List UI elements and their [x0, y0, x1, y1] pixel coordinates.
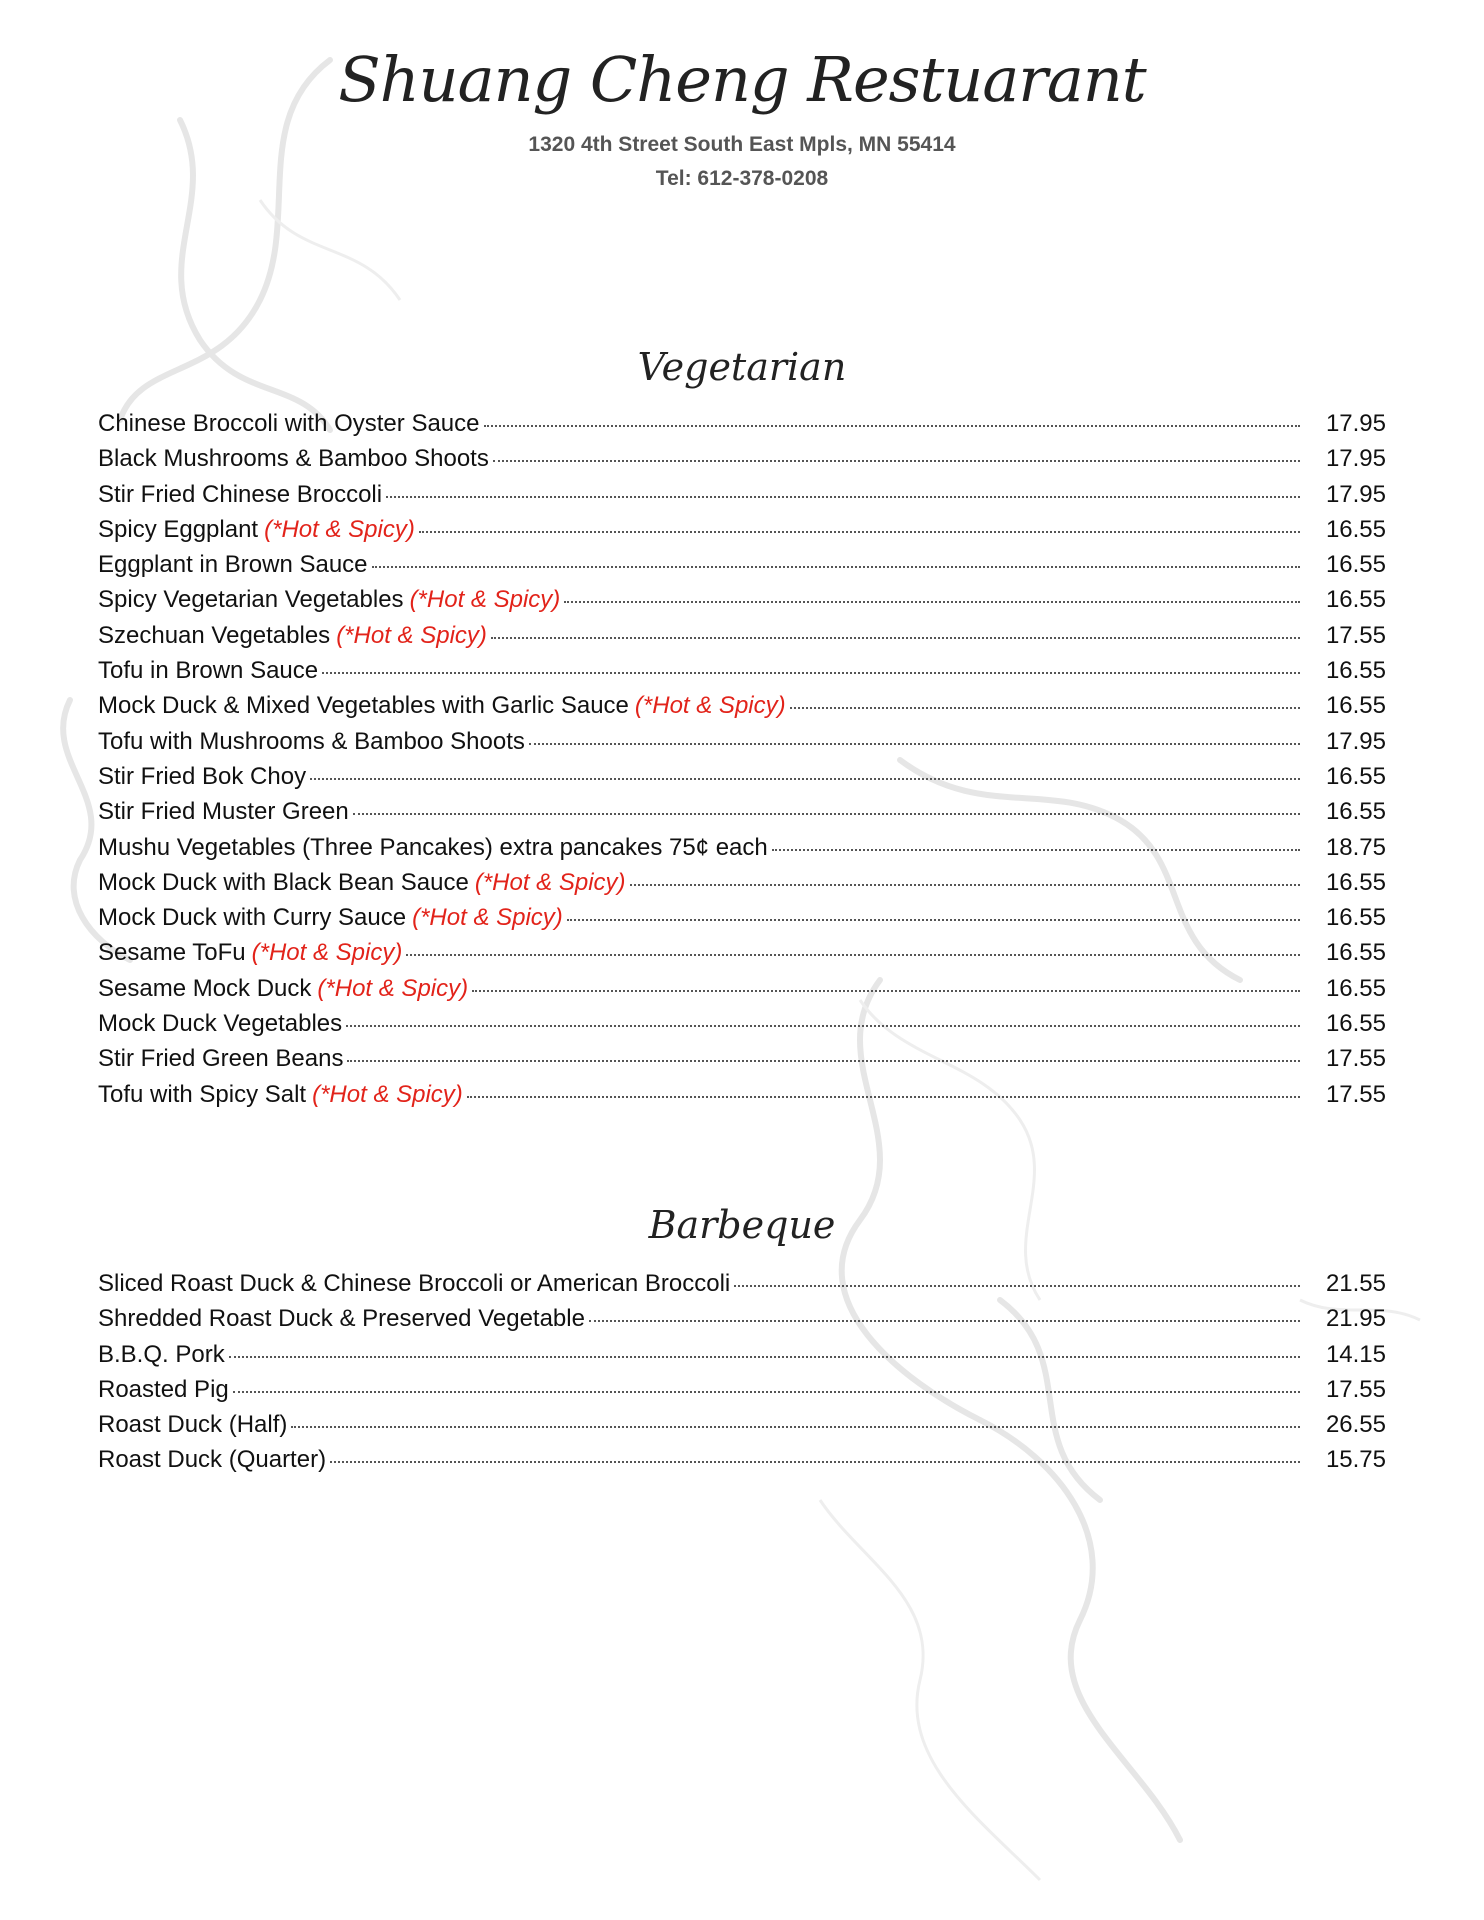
menu-item-name: Sesame Mock Duck	[98, 974, 312, 1002]
menu-item-name: Szechuan Vegetables	[98, 621, 331, 649]
menu-item	[98, 1411, 1386, 1446]
dot-leader	[484, 424, 1301, 427]
menu-item-name: Spicy Vegetarian Vegetables	[98, 586, 404, 614]
menu-item-name: Eggplant in Brown Sauce	[98, 551, 368, 579]
menu-item	[98, 551, 1386, 586]
menu-item-price: 16.55	[1325, 798, 1386, 826]
menu-item	[98, 975, 1386, 1010]
menu-item	[98, 1341, 1386, 1376]
menu-item-price: 18.75	[1325, 833, 1386, 861]
dot-leader	[491, 636, 1300, 639]
section-title-barbeque: Barbeque	[648, 1203, 836, 1247]
menu-item-name: Tofu with Spicy Salt	[98, 1080, 307, 1108]
dot-leader	[233, 1390, 1300, 1393]
restaurant-phone: Tel: 612-378-0208	[655, 167, 829, 190]
menu-item-name: B.B.Q. Pork	[98, 1340, 225, 1368]
hot-spicy-label: (*Hot & Spicy)	[264, 515, 415, 543]
hot-spicy-label: (*Hot & Spicy)	[251, 939, 403, 967]
dot-leader	[529, 742, 1300, 745]
dot-leader	[564, 600, 1300, 603]
restaurant-name: Shuang Cheng Restuarant	[338, 43, 1146, 116]
dot-leader	[353, 812, 1300, 815]
dot-leader	[790, 706, 1300, 709]
menu-item	[98, 904, 1386, 939]
dot-leader	[347, 1059, 1300, 1062]
menu-item-price: 17.95	[1325, 480, 1386, 508]
dot-leader	[467, 1095, 1300, 1098]
menu-item	[98, 1081, 1386, 1116]
menu-item-price: 17.95	[1325, 410, 1386, 437]
dot-leader	[229, 1355, 1300, 1358]
menu-item-price: 17.55	[1325, 621, 1386, 649]
menu-item-name: Roasted Pig	[98, 1375, 229, 1403]
dot-leader	[734, 1284, 1300, 1287]
menu-item	[98, 1446, 1386, 1481]
hot-spicy-label: (*Hot & Spicy)	[409, 586, 561, 614]
dot-leader	[472, 989, 1300, 992]
menu-item	[98, 410, 1386, 445]
menu-item-name: Shredded Roast Duck & Preserved Vegetable	[98, 1305, 585, 1333]
menu-item-name: Stir Fried Chinese Broccoli	[98, 480, 383, 508]
menu-item-name: Tofu in Brown Sauce	[98, 657, 319, 685]
dot-leader	[291, 1425, 1300, 1428]
menu-item	[98, 834, 1386, 869]
hot-spicy-label: (*Hot & Spicy)	[412, 904, 563, 932]
menu-item-name: Roast Duck (Half)	[98, 1411, 288, 1439]
menu-item-name: Black Mushrooms & Bamboo Shoots	[98, 445, 489, 473]
menu-item-price: 26.55	[1325, 1411, 1386, 1439]
menu-item-price: 17.95	[1325, 727, 1386, 755]
menu-item-price: 16.55	[1325, 515, 1386, 543]
dot-leader	[589, 1319, 1300, 1322]
menu-item	[98, 1045, 1386, 1080]
menu-item	[98, 1270, 1386, 1305]
dot-leader	[772, 848, 1300, 851]
vegetarian-menu-list	[98, 410, 1386, 1116]
dot-leader	[406, 953, 1300, 956]
menu-item	[98, 869, 1386, 904]
dot-leader	[567, 918, 1300, 921]
menu-item	[98, 657, 1386, 692]
dot-leader	[493, 459, 1300, 462]
menu-item-name: Chinese Broccoli with Oyster Sauce	[98, 410, 480, 437]
menu-item-price: 16.55	[1325, 692, 1386, 720]
menu-item-price: 17.55	[1325, 1375, 1386, 1403]
section-title-vegetarian: Vegetarian	[637, 345, 847, 389]
menu-item-price: 16.55	[1325, 762, 1386, 790]
menu-item	[98, 692, 1386, 727]
menu-item-name: Stir Fried Muster Green	[98, 798, 349, 826]
menu-item-price: 16.55	[1325, 551, 1386, 579]
dot-leader	[630, 883, 1300, 886]
dot-leader	[330, 1460, 1300, 1463]
menu-item-name: Spicy Eggplant	[98, 515, 259, 543]
menu-item-name: Stir Fried Bok Choy	[98, 762, 307, 790]
menu-item	[98, 586, 1386, 621]
menu-item-price: 21.55	[1325, 1270, 1386, 1297]
menu-item-name: Sesame ToFu	[98, 939, 246, 967]
hot-spicy-label: (*Hot & Spicy)	[312, 1080, 463, 1108]
dot-leader	[386, 495, 1300, 498]
menu-item-price: 16.55	[1325, 868, 1386, 896]
menu-item	[98, 481, 1386, 516]
hot-spicy-label: (*Hot & Spicy)	[317, 974, 469, 1002]
menu-item-name: Mock Duck with Black Bean Sauce	[98, 868, 469, 896]
barbeque-menu-list	[98, 1270, 1386, 1482]
menu-item-price: 21.95	[1325, 1305, 1386, 1333]
menu-item	[98, 445, 1386, 480]
menu-item	[98, 1376, 1386, 1411]
menu-item-name: Sliced Roast Duck & Chinese Broccoli or American Broccoli	[98, 1270, 731, 1297]
dot-leader	[322, 671, 1300, 674]
menu-item-price: 17.55	[1325, 1045, 1386, 1073]
dot-leader	[310, 777, 1300, 780]
menu-item-price: 16.55	[1325, 904, 1386, 932]
dot-leader	[346, 1024, 1300, 1027]
menu-item-price: 15.75	[1325, 1446, 1386, 1474]
dot-leader	[372, 565, 1300, 568]
restaurant-address: 1320 4th Street South East Mpls, MN 55414	[528, 133, 956, 156]
menu-item-price: 16.55	[1325, 939, 1386, 967]
menu-item-price: 16.55	[1325, 974, 1386, 1002]
menu-item	[98, 763, 1386, 798]
hot-spicy-label: (*Hot & Spicy)	[634, 692, 786, 720]
menu-item-price: 16.55	[1325, 657, 1386, 685]
menu-item-price: 17.55	[1325, 1080, 1386, 1108]
menu-item	[98, 1010, 1386, 1045]
hot-spicy-label: (*Hot & Spicy)	[336, 621, 487, 649]
menu-item-name: Mock Duck with Curry Sauce	[98, 904, 407, 932]
menu-header	[0, 40, 1484, 196]
dot-leader	[419, 530, 1300, 533]
menu-item-name: Tofu with Mushrooms & Bamboo Shoots	[98, 727, 525, 755]
menu-item-price: 16.55	[1325, 1010, 1386, 1038]
menu-item	[98, 622, 1386, 657]
menu-item-name: Mock Duck Vegetables	[98, 1010, 343, 1038]
menu-item-name: Mushu Vegetables (Three Pancakes) extra pancakes 75¢ each	[98, 833, 768, 861]
menu-item-price: 17.95	[1325, 445, 1386, 473]
menu-item-name: Mock Duck & Mixed Vegetables with Garlic Sauce	[98, 692, 629, 720]
menu-item-price: 16.55	[1325, 586, 1386, 614]
menu-item-name: Stir Fried Green Beans	[98, 1045, 344, 1073]
menu-item-name: Roast Duck (Quarter)	[98, 1446, 327, 1474]
menu-item-price: 14.15	[1325, 1340, 1386, 1368]
menu-item	[98, 728, 1386, 763]
menu-item	[98, 1305, 1386, 1340]
menu-item	[98, 939, 1386, 974]
menu-item	[98, 798, 1386, 833]
hot-spicy-label: (*Hot & Spicy)	[474, 868, 626, 896]
menu-item	[98, 516, 1386, 551]
